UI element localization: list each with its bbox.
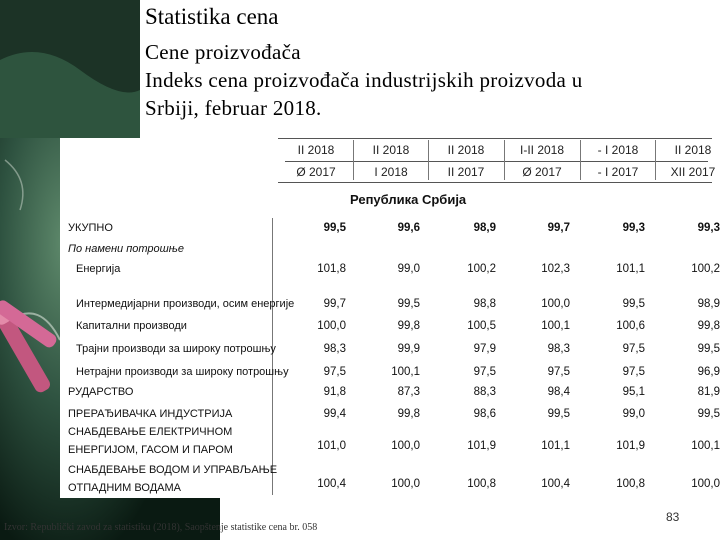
row-label: СНАБДЕВАЊЕ ВОДОМ И УПРАВЉАЊЕ	[68, 464, 278, 476]
subtitle-line: Cene proizvođača	[145, 40, 301, 64]
table-cell: 97,5	[473, 366, 496, 378]
row-label: РУДАРСТВО	[68, 386, 134, 398]
table-cell: 100,5	[467, 320, 496, 332]
table-cell: 99,0	[397, 263, 420, 275]
table-cell: 101,9	[616, 440, 645, 452]
table-cell: 99,8	[397, 408, 420, 420]
table-cell: 97,5	[622, 343, 645, 355]
row-label: Капитални производи	[76, 320, 187, 332]
column-header-bottom: Ø 2017	[522, 165, 562, 179]
table-cell: 100,1	[541, 320, 570, 332]
header-column-divider	[504, 140, 505, 180]
price-index-table	[60, 138, 720, 498]
table-cell: 97,5	[622, 366, 645, 378]
row-label: Интермедијарни производи, осим енергије	[76, 298, 295, 310]
table-cell: 100,1	[691, 440, 720, 452]
header-bottom-border	[278, 182, 712, 183]
table-cell: 98,3	[323, 343, 346, 355]
table-cell: 100,4	[541, 478, 570, 490]
table-cell: 100,8	[467, 478, 496, 490]
table-cell: 98,9	[473, 222, 496, 234]
table-cell: 91,8	[323, 386, 346, 398]
table-cell: 101,9	[467, 440, 496, 452]
table-cell: 99,7	[323, 298, 346, 310]
table-cell: 99,7	[547, 222, 570, 234]
table-cell: 100,0	[391, 440, 420, 452]
row-label: Енергија	[76, 263, 121, 275]
column-header-top: II 2018	[372, 143, 410, 157]
column-header-top: II 2018	[447, 143, 485, 157]
table-cell: 99,9	[397, 343, 420, 355]
header-column-divider	[580, 140, 581, 180]
table-cell: 97,5	[547, 366, 570, 378]
table-cell: 99,3	[697, 222, 720, 234]
table-cell: 95,1	[622, 386, 645, 398]
row-label: УКУПНО	[68, 222, 113, 234]
header-top-border	[278, 138, 712, 139]
row-label: ЕНЕРГИЈОМ, ГАСОМ И ПАРОМ	[68, 444, 233, 456]
table-cell: 98,4	[547, 386, 570, 398]
header-mid-border	[285, 161, 708, 162]
table-cell: 99,0	[622, 408, 645, 420]
column-header-bottom: Ø 2017	[296, 165, 336, 179]
slide-subtitle	[145, 38, 583, 122]
table-cell: 100,0	[541, 298, 570, 310]
row-label: По намени потрошње	[68, 243, 184, 255]
page-number: 83	[666, 510, 680, 524]
table-cell: 99,5	[397, 298, 420, 310]
table-cell: 98,3	[547, 343, 570, 355]
slide-title: Statistika cena	[145, 4, 279, 29]
table-cell: 100,6	[616, 320, 645, 332]
row-label: ОТПАДНИМ ВОДАМА	[68, 482, 181, 494]
column-header-bottom: XII 2017	[670, 165, 716, 179]
table-cell: 99,3	[622, 222, 645, 234]
table-cell: 96,9	[697, 366, 720, 378]
row-label: ПРЕРАЂИВАЧКА ИНДУСТРИЈА	[68, 408, 233, 420]
label-column-divider	[272, 218, 273, 495]
table-cell: 81,9	[697, 386, 720, 398]
header-column-divider	[353, 140, 354, 180]
table-cell: 99,5	[697, 343, 720, 355]
table-cell: 98,8	[473, 298, 496, 310]
row-label: СНАБДЕВАЊЕ ЕЛЕКТРИЧНОМ	[68, 426, 233, 438]
row-label: Трајни производи за широку потрошњу	[76, 343, 276, 355]
table-cell: 99,6	[397, 222, 420, 234]
table-cell: 100,2	[467, 263, 496, 275]
table-cell: 99,5	[697, 408, 720, 420]
row-label: Нетрајни производи за широку потрошњу	[76, 366, 289, 378]
table-cell: 101,8	[317, 263, 346, 275]
table-cell: 100,2	[691, 263, 720, 275]
table-cell: 100,8	[616, 478, 645, 490]
column-header-bottom: - I 2017	[597, 165, 639, 179]
column-header-top: II 2018	[297, 143, 335, 157]
table-cell: 98,9	[697, 298, 720, 310]
header-column-divider	[655, 140, 656, 180]
subtitle-line: Srbiji, februar 2018.	[145, 96, 322, 120]
column-header-top: - I 2018	[597, 143, 639, 157]
table-cell: 99,5	[547, 408, 570, 420]
table-cell: 87,3	[397, 386, 420, 398]
table-cell: 102,3	[541, 263, 570, 275]
column-header-bottom: II 2017	[447, 165, 485, 179]
table-cell: 101,0	[317, 440, 346, 452]
table-cell: 101,1	[616, 263, 645, 275]
table-cell: 100,1	[391, 366, 420, 378]
table-cell: 100,0	[391, 478, 420, 490]
table-cell: 88,3	[473, 386, 496, 398]
table-cell: 100,0	[317, 320, 346, 332]
table-cell: 98,6	[473, 408, 496, 420]
source-note: Izvor: Republički zavod za statistiku (2018), Saopštenje statistike cena br. 058	[4, 522, 318, 533]
table-cell: 100,0	[691, 478, 720, 490]
table-cell: 99,8	[397, 320, 420, 332]
table-cell: 99,5	[323, 222, 346, 234]
table-cell: 99,4	[323, 408, 346, 420]
table-cell: 99,5	[622, 298, 645, 310]
region-heading: Република Србија	[350, 192, 467, 207]
table-cell: 100,4	[317, 478, 346, 490]
table-cell: 97,5	[323, 366, 346, 378]
column-header-top: II 2018	[674, 143, 712, 157]
table-cell: 99,8	[697, 320, 720, 332]
table-cell: 101,1	[541, 440, 570, 452]
column-header-top: I-II 2018	[519, 143, 565, 157]
subtitle-line: Indeks cena proizvođača industrijskih proizvoda u	[145, 68, 583, 92]
table-cell: 97,9	[473, 343, 496, 355]
column-header-bottom: I 2018	[374, 165, 408, 179]
header-column-divider	[428, 140, 429, 180]
